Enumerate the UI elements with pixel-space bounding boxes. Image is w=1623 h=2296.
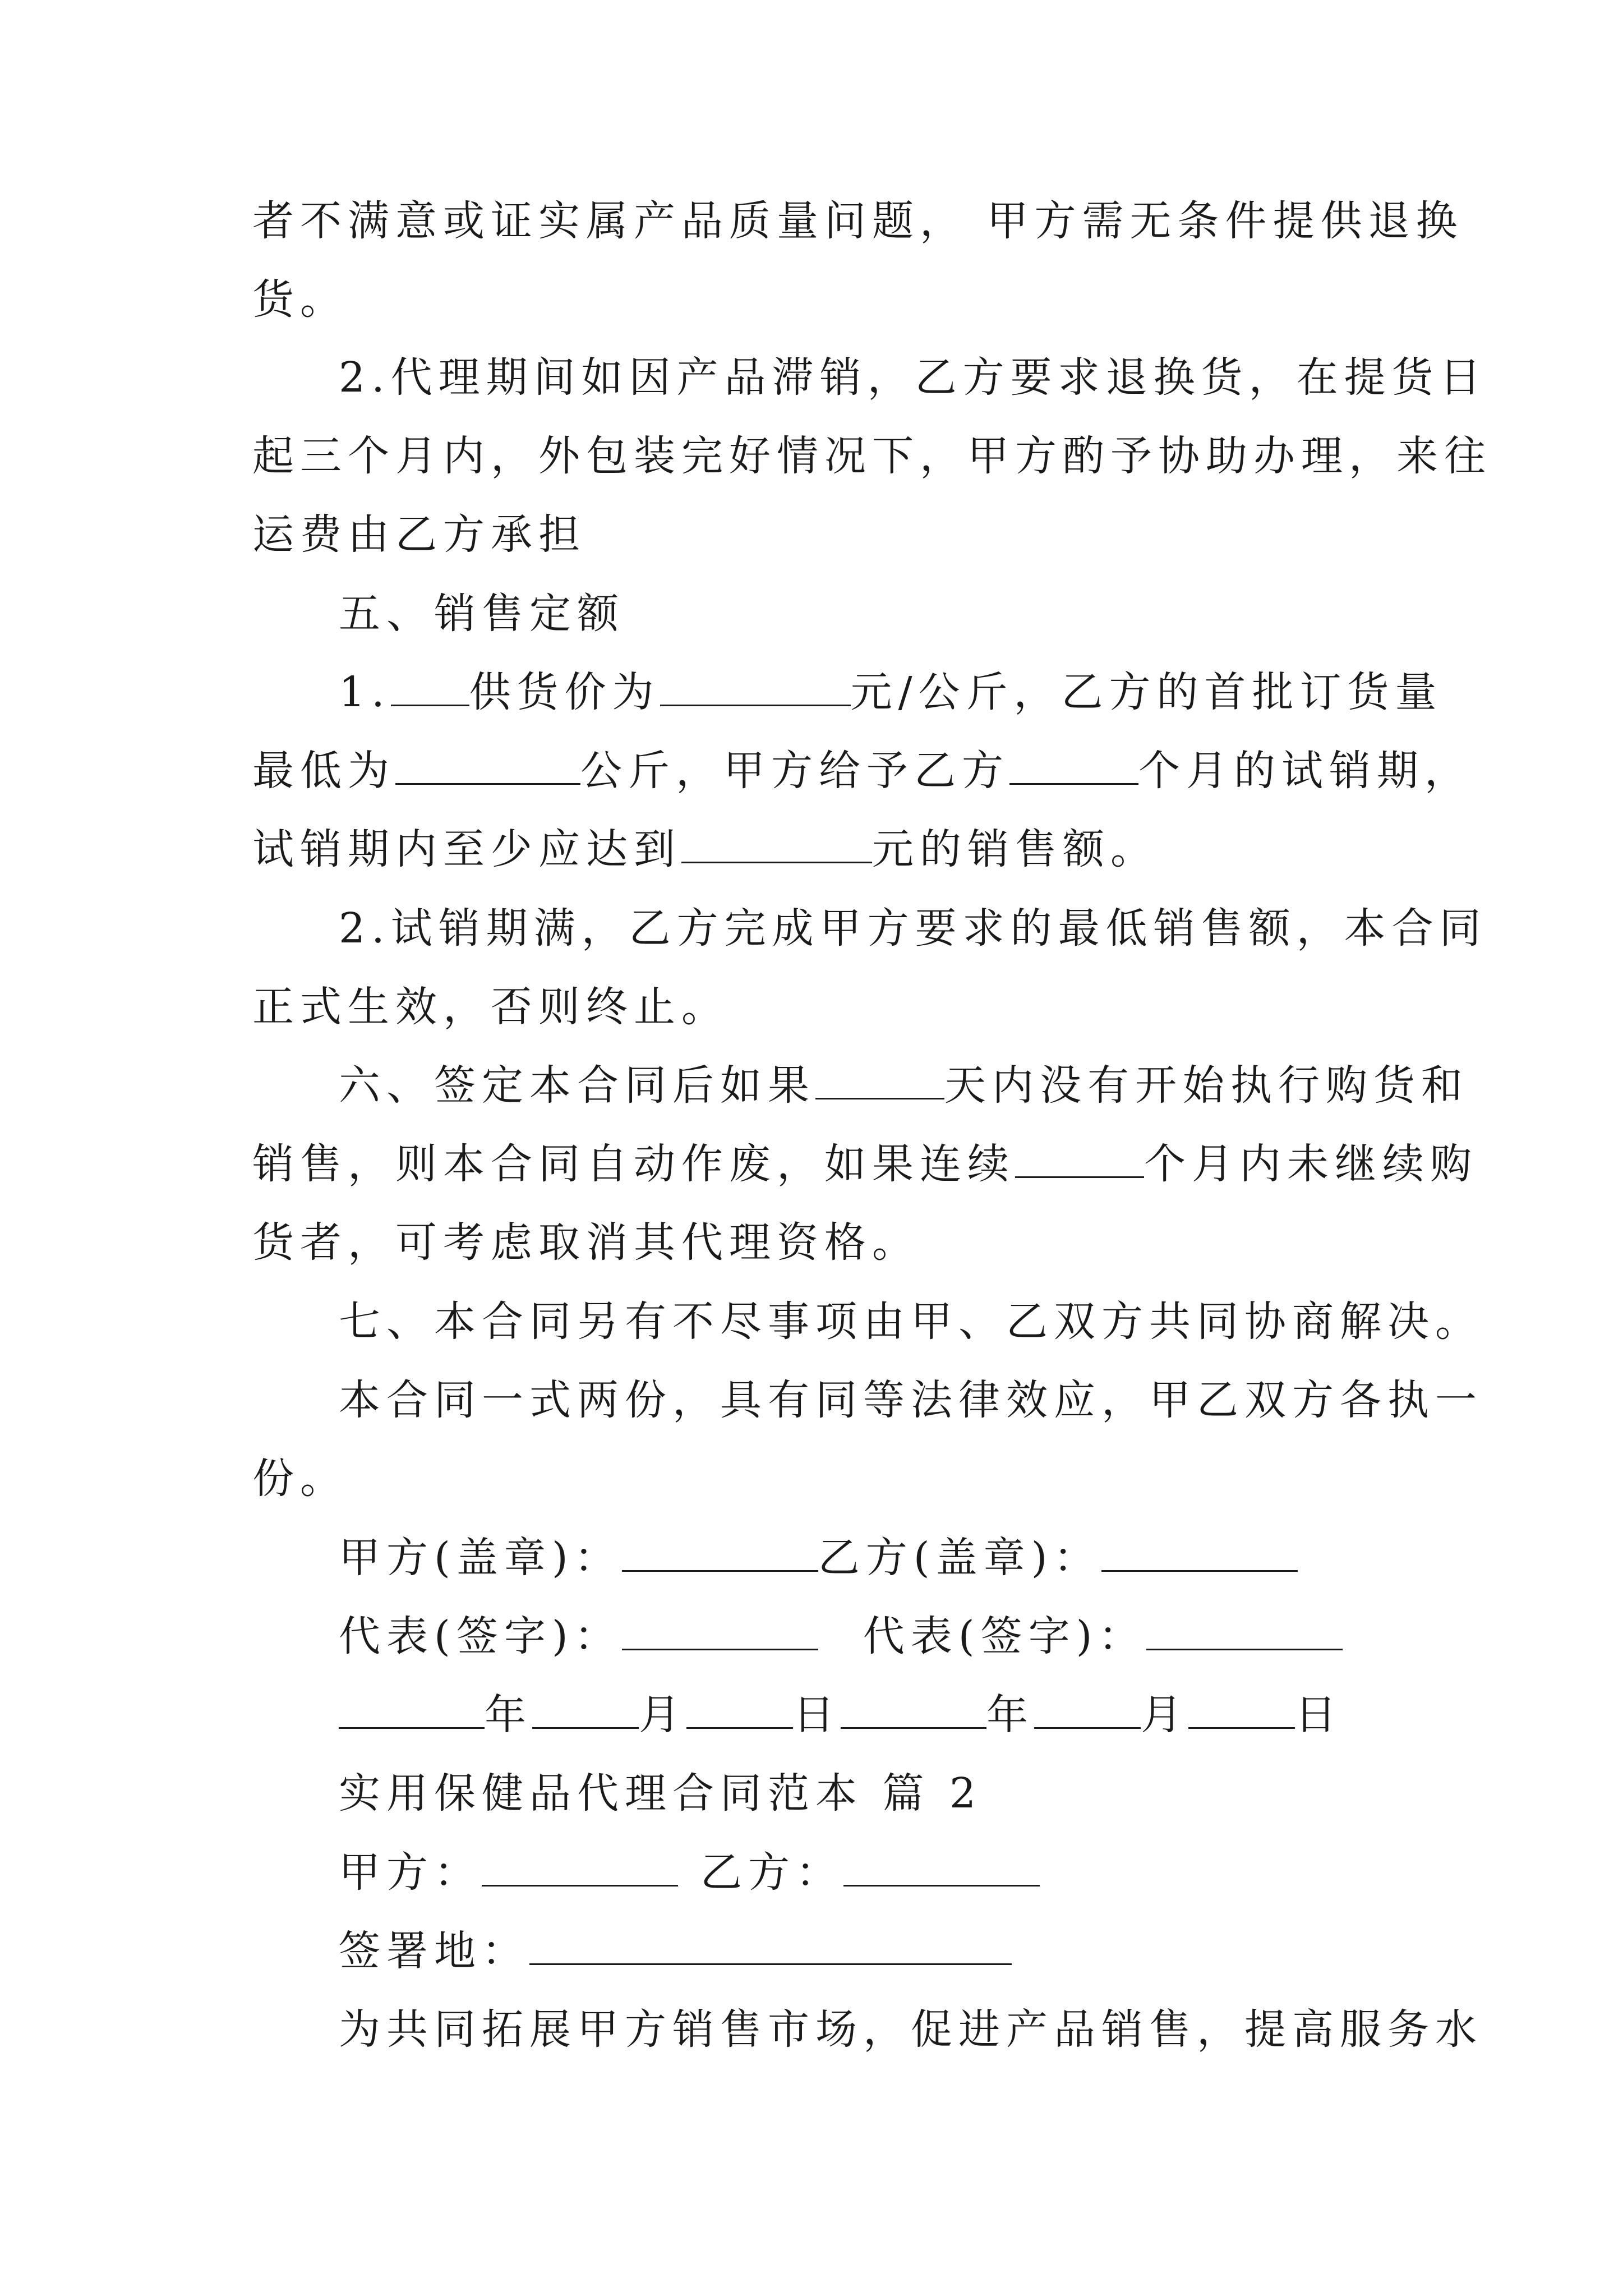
day-label: 日 bbox=[1295, 1691, 1343, 1739]
blank-field bbox=[686, 1692, 793, 1729]
text: 最低为 bbox=[252, 747, 395, 795]
rep-a-label: 代表(签字)： bbox=[339, 1612, 622, 1660]
paragraph-line: 运费由乙方承担 bbox=[252, 510, 586, 559]
section-heading: 五、销售定额 bbox=[339, 590, 625, 638]
paragraph-line: 正式生效，否则终止。 bbox=[252, 983, 729, 1031]
paragraph-line: 者不满意或证实属产品质量问题， 甲方需无条件提供退换 bbox=[252, 197, 1464, 245]
paragraph-line: 2.代理期间如因产品滞销，乙方要求退换货，在提货日 bbox=[339, 353, 1487, 402]
blank-field bbox=[482, 1850, 678, 1887]
blank-field bbox=[532, 1692, 639, 1729]
representative-line bbox=[339, 1608, 1343, 1664]
blank-field bbox=[1009, 748, 1138, 785]
blank-field bbox=[660, 670, 851, 706]
paragraph-line: 货者，可考虑取消其代理资格。 bbox=[252, 1218, 920, 1267]
paragraph-line: 2.试销期满，乙方完成甲方要求的最低销售额，本合同 bbox=[339, 904, 1487, 953]
rep-b-label: 代表(签字)： bbox=[863, 1612, 1146, 1660]
blank-field bbox=[622, 1535, 818, 1572]
blank-field bbox=[1188, 1692, 1295, 1729]
blank-field bbox=[1146, 1614, 1343, 1650]
text: 1. bbox=[339, 668, 391, 716]
paragraph-line: 份。 bbox=[252, 1455, 348, 1503]
blank-field bbox=[622, 1614, 818, 1650]
paragraph-line: 货。 bbox=[252, 275, 348, 324]
blank-field bbox=[339, 1692, 485, 1729]
quota-line-3 bbox=[252, 821, 1158, 877]
blank-field bbox=[815, 1063, 944, 1099]
blank-field bbox=[1101, 1535, 1298, 1572]
paragraph-line: 本合同一式两份，具有同等法律效应，甲乙双方各执一 bbox=[339, 1376, 1483, 1424]
section-title: 实用保健品代理合同范本 篇 2 bbox=[339, 1769, 983, 1818]
blank-field bbox=[841, 1692, 986, 1729]
text: 六、签定本合同后如果 bbox=[339, 1061, 815, 1110]
year-label: 年 bbox=[485, 1691, 532, 1739]
text: 销售，则本合同自动作废，如果连续 bbox=[252, 1140, 1015, 1188]
seal-line bbox=[339, 1530, 1298, 1586]
year-label: 年 bbox=[986, 1691, 1034, 1739]
blank-field bbox=[395, 748, 580, 785]
day-label: 日 bbox=[793, 1691, 841, 1739]
paragraph-line: 起三个月内，外包装完好情况下，甲方酌予协助办理，来往 bbox=[252, 432, 1492, 480]
parties-line bbox=[339, 1844, 1040, 1901]
place-label: 签署地： bbox=[339, 1927, 529, 1975]
blank-field bbox=[391, 670, 469, 706]
clause-6-line-1 bbox=[339, 1057, 1469, 1114]
text: 公斤，甲方给予乙方 bbox=[580, 747, 1009, 795]
party-a-seal-label: 甲方(盖章)： bbox=[339, 1534, 622, 1582]
quota-line-1 bbox=[339, 664, 1443, 720]
blank-field bbox=[1034, 1692, 1141, 1729]
text: 天内没有开始执行购货和 bbox=[944, 1061, 1469, 1110]
month-label: 月 bbox=[1141, 1691, 1188, 1739]
quota-line-2 bbox=[252, 743, 1472, 799]
party-b-label: 乙方： bbox=[700, 1848, 843, 1897]
paragraph-line: 为共同拓展甲方销售市场，促进产品销售，提高服务水 bbox=[339, 2005, 1483, 2054]
text: 元/公斤，乙方的首批订货量 bbox=[850, 668, 1443, 716]
blank-field bbox=[681, 827, 872, 863]
blank-field bbox=[843, 1850, 1040, 1887]
text: 元的销售额。 bbox=[872, 825, 1158, 873]
month-label: 月 bbox=[639, 1691, 686, 1739]
party-b-seal-label: 乙方(盖章)： bbox=[818, 1534, 1101, 1582]
text: 个月内未继续购 bbox=[1144, 1140, 1478, 1188]
text: 供货价为 bbox=[469, 668, 660, 716]
place-line bbox=[339, 1923, 1012, 1979]
party-a-label: 甲方： bbox=[339, 1848, 482, 1897]
blank-field bbox=[529, 1929, 1012, 1965]
text: 试销期内至少应达到 bbox=[252, 825, 681, 873]
text: 个月的试销期， bbox=[1138, 747, 1472, 795]
blank-field bbox=[1015, 1142, 1144, 1178]
paragraph-line: 七、本合同另有不尽事项由甲、乙双方共同协商解决。 bbox=[339, 1297, 1483, 1346]
clause-6-line-2 bbox=[252, 1136, 1478, 1192]
date-line bbox=[339, 1687, 1343, 1743]
